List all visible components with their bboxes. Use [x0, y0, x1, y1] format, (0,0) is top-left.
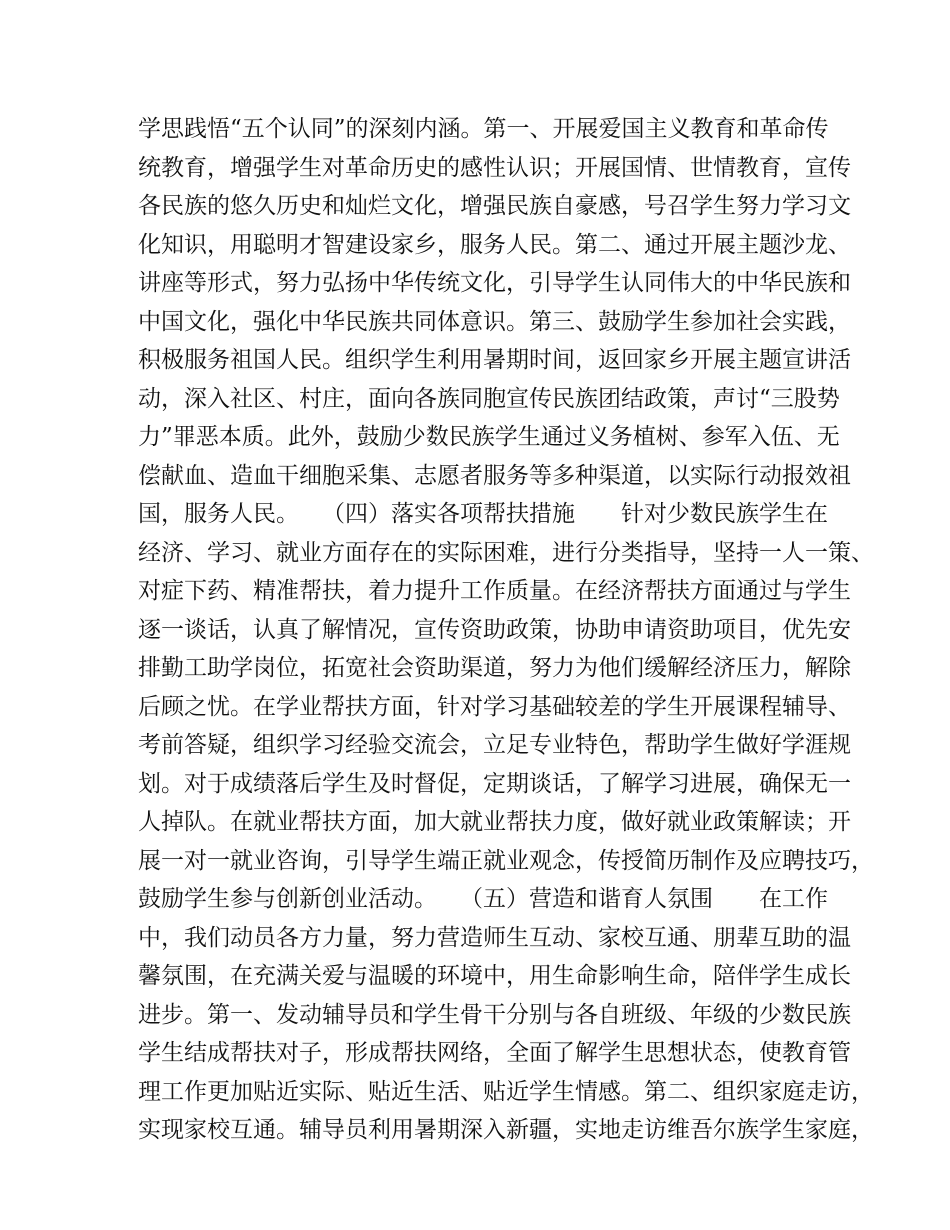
text-line: 划。对于成绩落后学生及时督促，定期谈话，了解学习进展，确保无一: [138, 770, 851, 797]
text-line: 中国文化，强化中华民族共同体意识。第三、鼓励学生参加社会实践，: [138, 308, 851, 335]
text-line: 实现家校互通。辅导员利用暑期深入新疆，实地走访维吾尔族学生家庭，: [138, 1117, 874, 1143]
text-line: 对症下药、精准帮扶，着力提升工作质量。在经济帮扶方面通过与学生: [138, 578, 851, 604]
text-line: 进步。第一、发动辅导员和学生骨干分别与各自班级、年级的少数民族: [138, 1001, 851, 1028]
text-line: 积极服务祖国人民。组织学生利用暑期时间，返回家乡开展主题宣讲活: [138, 347, 851, 373]
text-line: 逐一谈话，认真了解情况，宣传资助政策，协助申请资助项目，优先安: [138, 616, 851, 643]
text-line: 排勤工助学岗位，拓宽社会资助渠道，努力为他们缓解经济压力，解除: [138, 655, 851, 681]
text-line: 各民族的悠久历史和灿烂文化，增强民族自豪感，号召学生努力学习文: [138, 193, 851, 219]
text-line: 学思践悟“五个认同”的深刻内涵。第一、开展爱国主义教育和革命传: [138, 116, 829, 142]
body-text: [138, 110, 874, 1150]
text-line: 后顾之忧。在学业帮扶方面，针对学习基础较差的学生开展课程辅导、: [138, 693, 851, 720]
text-line: 力”罪恶本质。此外，鼓励少数民族学生通过义务植树、参军入伍、无: [138, 424, 840, 450]
text-line: 化知识，用聪明才智建设家乡，服务人民。第二、通过开展主题沙龙、: [138, 231, 851, 258]
text-line: 人掉队。在就业帮扶方面，加大就业帮扶力度，做好就业政策解读；开: [138, 809, 851, 835]
text-line: 馨氛围，在充满关爱与温暖的环境中，用生命影响生命，陪伴学生成长: [138, 963, 851, 989]
text-line: 经济、学习、就业方面存在的实际困难，进行分类指导，坚持一人一策、: [138, 539, 874, 566]
text-line: 偿献血、造血干细胞采集、志愿者服务等多种渠道，以实际行动报效祖: [138, 462, 851, 489]
text-line: 考前答疑，组织学习经验交流会，立足专业特色，帮助学生做好学涯规: [138, 732, 851, 758]
text-line: 学生结成帮扶对子，形成帮扶网络，全面了解学生思想状态，使教育管: [138, 1040, 851, 1066]
text-line: 中，我们动员各方力量，努力营造师生互动、家校互通、朋辈互助的温: [138, 924, 851, 951]
text-line: 鼓励学生参与创新创业活动。 （五）营造和谐育人氛围 在工作: [138, 886, 828, 912]
text-line: 理工作更加贴近实际、贴近生活、贴近学生情感。第二、组织家庭走访，: [138, 1078, 874, 1105]
text-line: 展一对一就业咨询，引导学生端正就业观念，传授简历制作及应聘技巧，: [138, 847, 874, 874]
text-line: 国，服务人民。 （四）落实各项帮扶措施 针对少数民族学生在: [138, 501, 828, 527]
text-line: 统教育，增强学生对革命历史的感性认识；开展国情、世情教育，宣传: [138, 154, 851, 181]
text-line: 讲座等形式，努力弘扬中华传统文化，引导学生认同伟大的中华民族和: [138, 270, 851, 296]
text-line: 动，深入社区、村庄，面向各族同胞宣传民族团结政策，声讨“三股势: [138, 385, 840, 412]
